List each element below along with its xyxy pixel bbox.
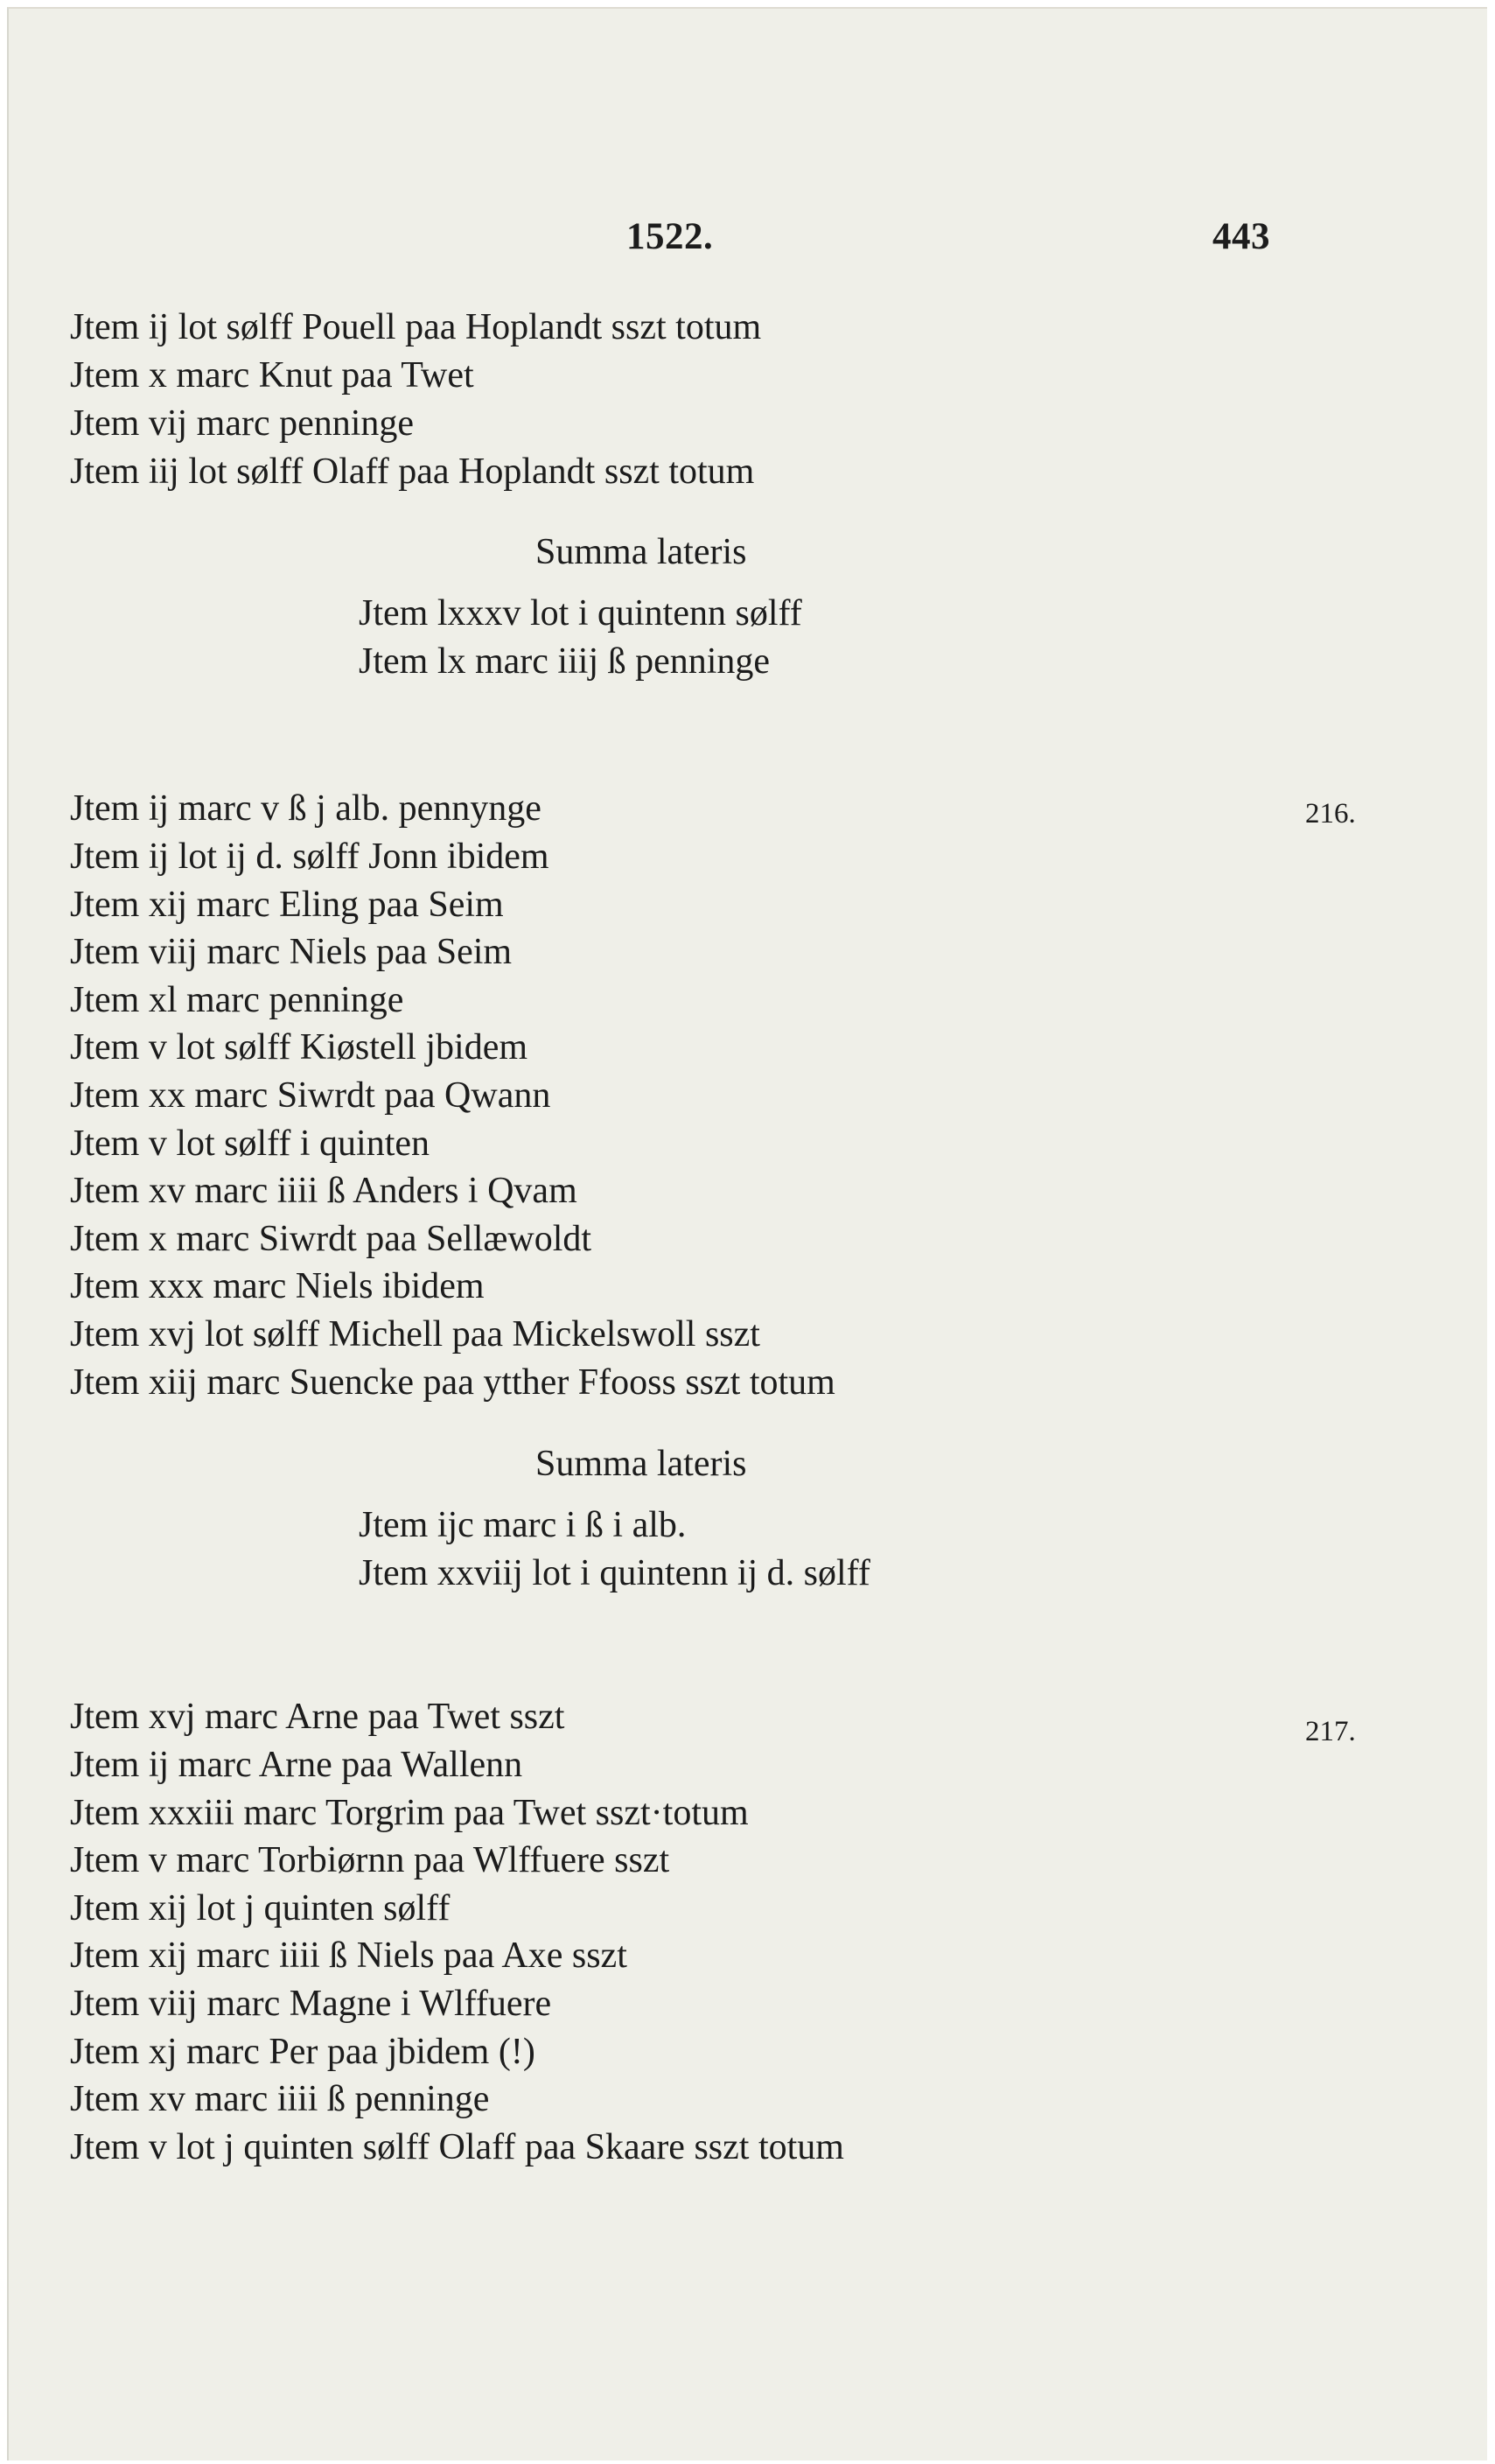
summa-title: Summa lateris: [535, 532, 747, 572]
summa-line: Jtem ijc marc i ß i alb.: [359, 1505, 687, 1545]
entry-line: Jtem xij lot j quinten sølff: [70, 1888, 451, 1928]
entry-line: Jtem ij marc Arne paa Wallenn: [70, 1745, 523, 1785]
entry-line: Jtem iij lot sølff Olaff paa Hoplandt sszt totum: [70, 452, 755, 492]
entry-line: Jtem xvj lot sølff Michell paa Mickelswoll sszt: [70, 1314, 760, 1354]
entry-line: Jtem viij marc Magne i Wlffuere: [70, 1984, 552, 2024]
entry-line: Jtem xx marc Siwrdt paa Qwann: [70, 1075, 551, 1116]
entry-line: Jtem x marc Siwrdt paa Sellæwoldt: [70, 1219, 592, 1259]
entry-line: Jtem v marc Torbiørnn paa Wlffuere sszt: [70, 1840, 670, 1880]
entry-line: Jtem viij marc Niels paa Seim: [70, 932, 513, 972]
entry-line: Jtem x marc Knut paa Twet: [70, 355, 474, 396]
entry-line: Jtem xxxiii marc Torgrim paa Twet sszt·totum: [70, 1793, 749, 1833]
entry-line: Jtem ij lot ij d. sølff Jonn ibidem: [70, 836, 549, 877]
entry-line: Jtem xj marc Per paa jbidem (!): [70, 2032, 535, 2072]
summa-line: Jtem lxxxv lot i quintenn sølff: [359, 593, 802, 634]
entry-line: Jtem ij marc v ß j alb. pennynge: [70, 788, 541, 829]
entry-line: Jtem xvj marc Arne paa Twet sszt: [70, 1697, 565, 1737]
entry-line: Jtem xij marc iiii ß Niels paa Axe sszt: [70, 1936, 627, 1976]
entry-line: Jtem xiij marc Suencke paa ytther Ffooss sszt totum: [70, 1362, 835, 1403]
summa-title: Summa lateris: [535, 1444, 747, 1484]
entry-line: Jtem ij lot sølff Pouell paa Hoplandt sszt totum: [70, 307, 762, 347]
entry-line: Jtem vij marc penninge: [70, 403, 415, 444]
page-edge: [1490, 0, 1495, 2464]
entry-line: Jtem v lot sølff i quinten: [70, 1124, 430, 1164]
page-number: 443: [1212, 216, 1270, 257]
entry-line: Jtem xij marc Eling paa Seim: [70, 885, 504, 925]
entry-line: Jtem v lot sølff Kiøstell jbidem: [70, 1027, 528, 1068]
margin-number: 217.: [1305, 1716, 1356, 1747]
summa-line: Jtem lx marc iiij ß penninge: [359, 641, 771, 682]
entry-line: Jtem v lot j quinten sølff Olaff paa Skaare sszt totum: [70, 2127, 844, 2167]
margin-number: 216.: [1305, 798, 1356, 830]
entry-line: Jtem xv marc iiii ß Anders i Qvam: [70, 1171, 577, 1211]
entry-line: Jtem xl marc penninge: [70, 980, 404, 1020]
summa-line: Jtem xxviij lot i quintenn ij d. sølff: [359, 1553, 870, 1593]
entry-line: Jtem xxx marc Niels ibidem: [70, 1266, 485, 1306]
page-year: 1522.: [626, 216, 714, 257]
entry-line: Jtem xv marc iiii ß penninge: [70, 2079, 490, 2119]
